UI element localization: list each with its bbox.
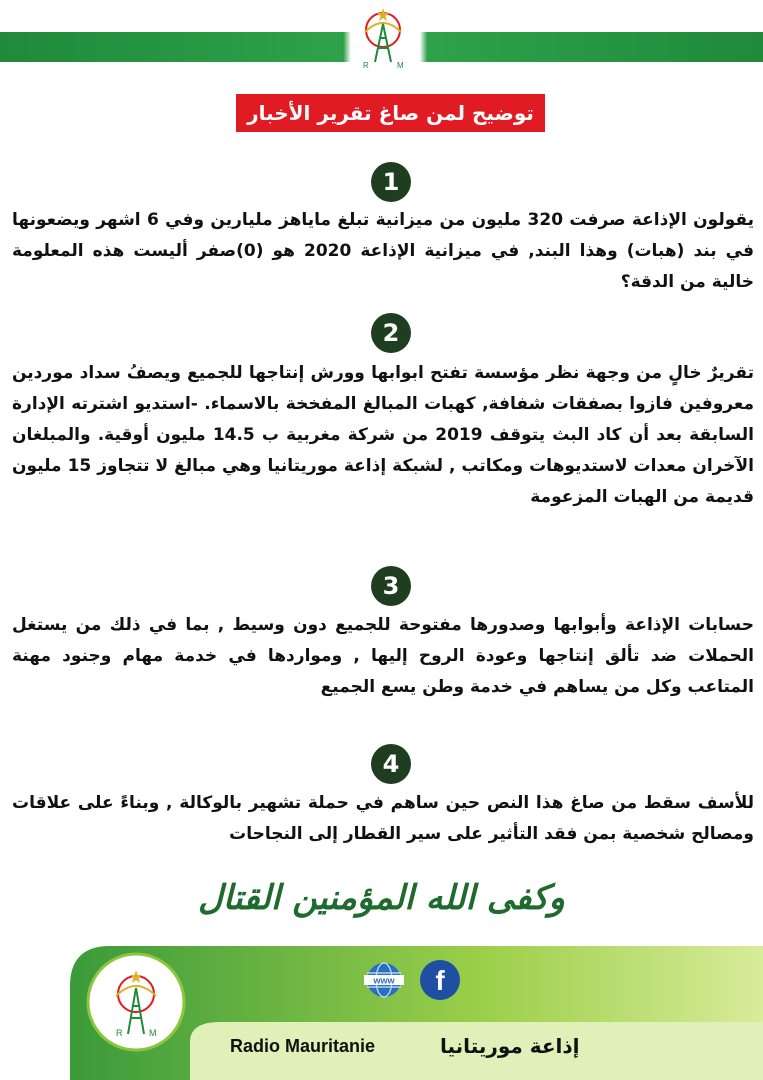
section-1-text: يقولون الإذاعة صرفت 320 مليون من ميزانية تبلغ ماياهز مليارين وفي 6 اشهر ويضعونها في بند (هبات) وهذا البند, في ميزانية الإذاعة 2020 هو (0)صفر أليست هذه المعلومة خالية من الدقة؟ (12, 210, 754, 292)
section-3-text: حسابات الإذاعة وأبوابها وصدورها مفتوحة للجميع دون وسيط , بما في ذلك من يستغل الحملات ضد تألق إنتاجها وعودة الروح إليها , ومواردها في خدمة مهام وجنود مهنة المتاعب وكل من يساهم في خدمة وطن يسع الجميع (12, 615, 754, 697)
section-2-text: تقريرٌ خالٍ من وجهة نظر مؤسسة تفتح ابوابها وورش إنتاجها للجميع ويصفُ سداد موردين معروفين فازوا بصفقات شفافة, كهبات المبالغ المفخخة بالاسماء. -استديو اشترته الإدارة السابقة بعد أن كاد البث يتوقف 2019 من شركة مغربية ب 14.5 مليون أوقية. والمبلغان الآخران معدات لاستديوهات ومكاتب , لشبكة إذاعة موريتانيا وهي مبالغ لا تتجاوز 15 مليون قديمة من الهبات المزعومة (12, 363, 754, 507)
footer-logo-letter-right: M (149, 1028, 157, 1038)
section-4-number: 4 (371, 744, 411, 784)
section-2-number: 2 (371, 313, 411, 353)
page-title: توضيح لمن صاغ تقرير الأخبار (236, 94, 545, 132)
section-4-text: للأسف سقط من صاغ هذا النص حين ساهم في حملة تشهير بالوكالة , وبناءً على علاقات ومصالح شخصية بمن فقد التأثير على سير القطار إلى النجاحات (12, 793, 754, 844)
footer-logo-letter-left: R (116, 1028, 123, 1038)
globe-www-icon[interactable] (364, 960, 404, 1000)
section-1-number: 1 (371, 162, 411, 202)
section-3-number: 3 (371, 566, 411, 606)
logo-letter-right: M (397, 61, 404, 70)
radio-mauritanie-logo (355, 2, 411, 74)
footer-logo (86, 952, 186, 1052)
brand-name-latin: Radio Mauritanie (230, 1036, 376, 1056)
brand-name-arabic: إذاعة موريتانيا (440, 1034, 580, 1058)
facebook-icon[interactable]: f (420, 960, 460, 1000)
logo-letter-left: R (363, 61, 369, 70)
closing-phrase: وكفى الله المؤمنين القتال (198, 878, 565, 918)
www-label: www (373, 975, 395, 986)
